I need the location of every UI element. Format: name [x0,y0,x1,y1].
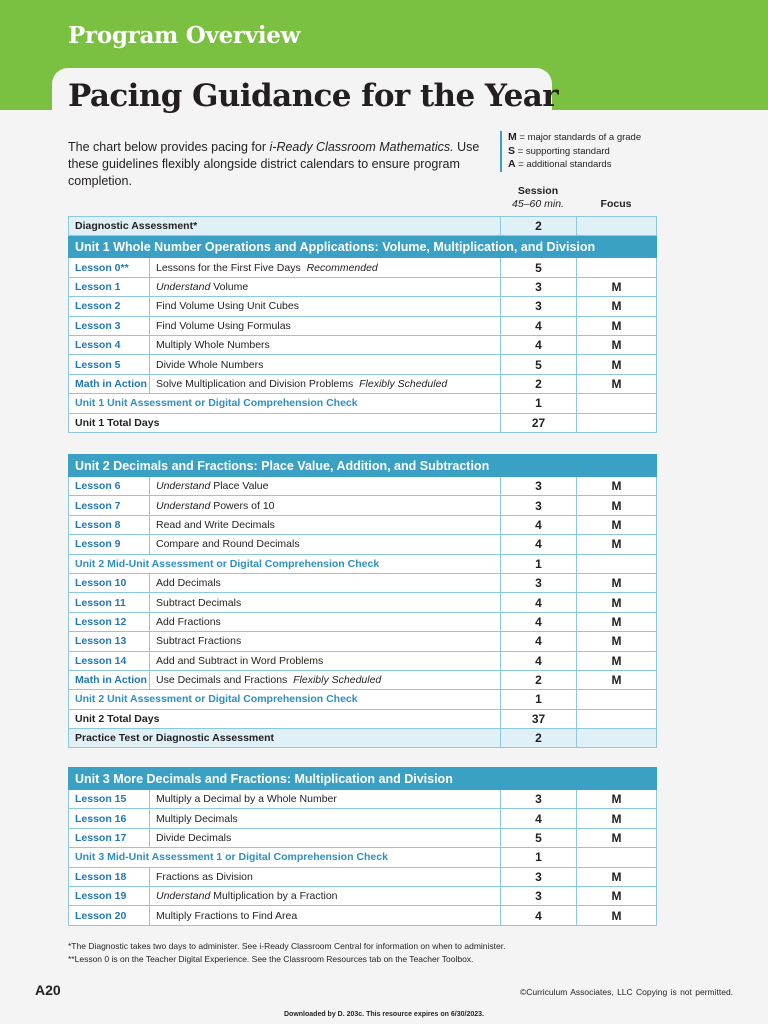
lesson-label: Lesson 16 [69,809,150,828]
unit-title: Unit 2 Decimals and Fractions: Place Value, Addition, and Subtraction [69,455,657,477]
lesson-title-text: Place Value [210,480,269,493]
total-label: Unit 1 Total Days [69,413,501,432]
focus-code: M [577,867,657,886]
lesson-title-prefix: Understand [156,280,211,293]
lesson-title [150,573,501,592]
lesson-title [150,277,501,296]
session-days: 3 [501,277,577,296]
lesson-label: Lesson 9 [69,535,150,554]
lesson-label: Lesson 1 [69,277,150,296]
focus-code: M [577,828,657,847]
lesson-label: Lesson 14 [69,651,150,670]
focus-code: M [577,355,657,374]
lesson-title [150,651,501,670]
lesson-title [150,828,501,847]
title-tab [52,68,558,128]
lesson-title [150,593,501,612]
focus-code [577,258,657,277]
lesson-title [150,258,501,277]
lesson-label: Lesson 17 [69,828,150,847]
assessment-label: Unit 2 Unit Assessment or Digital Comprehension Check [69,690,501,709]
focus-code: M [577,496,657,515]
assessment-label: Unit 3 Mid-Unit Assessment 1 or Digital Comprehension Check [69,848,501,867]
lesson-title-text: Volume [210,280,249,293]
session-days: 1 [501,690,577,709]
assessment-label: Unit 2 Mid-Unit Assessment or Digital Comprehension Check [69,554,501,573]
lesson-title [150,809,501,828]
standards-legend [500,131,641,172]
total-days: 27 [501,413,577,432]
lesson-row [69,906,657,925]
copyright-notice: ©Curriculum Associates, LLC Copying is not permitted. [520,987,734,997]
lesson-label: Lesson 11 [69,593,150,612]
lesson-title [150,335,501,354]
page-title: Pacing Guidance for the Year [68,78,558,114]
lesson-label: Lesson 10 [69,573,150,592]
focus-code: M [577,535,657,554]
total-days: 37 [501,709,577,728]
lesson-title [150,355,501,374]
focus-code [577,690,657,709]
lesson-title-text: Lessons for the First Five Days [156,261,301,274]
lesson-title [150,612,501,631]
lesson-row [69,258,657,277]
lesson-title-text: Multiply Decimals [156,812,238,825]
lesson-row [69,612,657,631]
focus-code: M [577,790,657,809]
session-days: 2 [501,374,577,393]
assessment-label: Unit 1 Unit Assessment or Digital Comprehension Check [69,394,501,413]
lesson-label: Lesson 13 [69,632,150,651]
lesson-row [69,477,657,496]
lesson-title [150,496,501,515]
lesson-row [69,515,657,534]
column-header-focus: Focus [600,198,632,210]
unit-2-table [68,454,657,748]
legend-item-additional: A = additional standards [508,158,612,170]
lesson-title-text: Subtract Decimals [156,596,242,609]
intro-text [68,139,488,190]
lesson-row [69,670,657,689]
lesson-title [150,886,501,905]
lesson-title [150,670,501,689]
focus-code: M [577,477,657,496]
lesson-row [69,316,657,335]
lesson-title-text: Read and Write Decimals [156,518,275,531]
lesson-title [150,632,501,651]
lesson-label: Lesson 0** [69,258,150,277]
session-days: 4 [501,535,577,554]
mid-unit-assessment-row [69,554,657,573]
focus-code: M [577,612,657,631]
focus-code [577,413,657,432]
focus-code: M [577,670,657,689]
lesson-label: Math in Action [69,670,150,689]
lesson-label: Lesson 6 [69,477,150,496]
session-days: 3 [501,496,577,515]
focus-code: M [577,297,657,316]
lesson-row [69,535,657,554]
lesson-title-text: Powers of 10 [210,499,275,512]
session-days: 4 [501,335,577,354]
lesson-title-text: Divide Decimals [156,831,232,844]
session-days: 5 [501,355,577,374]
focus-code: M [577,651,657,670]
mid-unit-assessment-row [69,848,657,867]
lesson-title-text: Add and Subtract in Word Problems [156,654,324,667]
diagnostic-row [69,217,657,236]
unit-total-row [69,413,657,432]
lesson-row [69,886,657,905]
session-days: 4 [501,593,577,612]
focus-code: M [577,374,657,393]
focus-code: M [577,277,657,296]
session-days: 3 [501,297,577,316]
lesson-title [150,867,501,886]
focus-code: M [577,632,657,651]
footnote-lesson-0: **Lesson 0 is on the Teacher Digital Experience. See the Classroom Resources tab on the Teacher Toolbox. [68,954,474,964]
unit-assessment-row [69,690,657,709]
lesson-title [150,515,501,534]
session-days: 5 [501,258,577,277]
lesson-label: Lesson 12 [69,612,150,631]
lesson-title-text: Subtract Fractions [156,635,242,648]
focus-code [577,217,657,236]
focus-code: M [577,906,657,925]
focus-code [577,848,657,867]
lesson-row [69,651,657,670]
unit-total-row [69,709,657,728]
focus-code: M [577,593,657,612]
page-number: A20 [35,982,61,998]
session-days: 4 [501,809,577,828]
lesson-title-text: Multiply Fractions to Find Area [156,909,298,922]
intro-before: The chart below provides pacing for [68,140,270,154]
lesson-title [150,374,501,393]
lesson-row [69,277,657,296]
lesson-title [150,535,501,554]
lesson-label: Lesson 19 [69,886,150,905]
lesson-label: Lesson 5 [69,355,150,374]
lesson-title-text: Multiplication by a Fraction [210,890,338,903]
lesson-row [69,355,657,374]
focus-code [577,729,657,748]
unit-title: Unit 3 More Decimals and Fractions: Multiplication and Division [69,768,657,790]
lesson-title-note: Flexibly Scheduled [293,674,382,687]
lesson-row [69,632,657,651]
section-kicker: Program Overview [68,22,301,49]
lesson-title-text: Use Decimals and Fractions [156,674,288,687]
unit-header-row [69,455,657,477]
lesson-title-text: Add Decimals [156,577,221,590]
lesson-title [150,906,501,925]
intro-product: i-Ready Classroom Mathematics. [269,140,454,154]
practice-test-row [69,729,657,748]
focus-code [577,554,657,573]
focus-code: M [577,515,657,534]
lesson-title-text: Solve Multiplication and Division Problems [156,377,354,390]
unit-assessment-row [69,394,657,413]
lesson-title [150,297,501,316]
session-days: 1 [501,394,577,413]
unit-3-table [68,767,657,926]
lesson-title-text: Compare and Round Decimals [156,538,300,551]
legend-item-major: M = major standards of a grade [508,131,642,143]
session-days: 1 [501,848,577,867]
session-days: 4 [501,515,577,534]
unit-1-table [68,216,657,433]
focus-code: M [577,886,657,905]
footnote-diagnostic: *The Diagnostic takes two days to administer. See i-Ready Classroom Central for information on when to administer. [68,941,506,951]
lesson-title-text: Multiply Whole Numbers [156,339,270,352]
column-header-session: Session 45–60 min. [512,185,564,210]
session-days: 4 [501,651,577,670]
session-days: 5 [501,828,577,847]
lesson-label: Lesson 20 [69,906,150,925]
lesson-row [69,867,657,886]
lesson-title-prefix: Understand [156,480,211,493]
focus-code: M [577,316,657,335]
lesson-row [69,809,657,828]
lesson-row [69,593,657,612]
lesson-label: Lesson 8 [69,515,150,534]
focus-code [577,709,657,728]
session-days: 4 [501,906,577,925]
lesson-label: Math in Action [69,374,150,393]
session-days: 2 [501,670,577,689]
session-days: 1 [501,554,577,573]
lesson-title-text: Find Volume Using Unit Cubes [156,300,299,313]
lesson-label: Lesson 18 [69,867,150,886]
session-days: 2 [501,729,577,748]
focus-code: M [577,809,657,828]
total-label: Unit 2 Total Days [69,709,501,728]
session-days: 4 [501,612,577,631]
session-days: 4 [501,316,577,335]
session-days: 2 [501,217,577,236]
lesson-title-prefix: Understand [156,890,211,903]
lesson-row [69,496,657,515]
session-days: 3 [501,790,577,809]
lesson-title [150,316,501,335]
lesson-label: Lesson 7 [69,496,150,515]
lesson-row [69,828,657,847]
practice-label: Practice Test or Diagnostic Assessment [69,729,501,748]
focus-code: M [577,573,657,592]
lesson-title-text: Divide Whole Numbers [156,358,264,371]
lesson-title-text: Fractions as Division [156,870,253,883]
lesson-title-note: Flexibly Scheduled [359,377,448,390]
lesson-title-text: Find Volume Using Formulas [156,319,291,332]
lesson-label: Lesson 15 [69,790,150,809]
focus-code [577,394,657,413]
lesson-row [69,573,657,592]
lesson-title [150,790,501,809]
lesson-title-prefix: Understand [156,499,211,512]
lesson-title [150,477,501,496]
lesson-title-note: Recommended [306,261,378,274]
focus-code: M [577,335,657,354]
lesson-row [69,335,657,354]
lesson-row [69,374,657,393]
session-days: 3 [501,886,577,905]
legend-item-supporting: S = supporting standard [508,144,610,157]
unit-header-row [69,768,657,790]
lesson-label: Lesson 2 [69,297,150,316]
lesson-title-text: Add Fractions [156,615,221,628]
session-days: 3 [501,477,577,496]
unit-header-row [69,236,657,258]
session-days: 3 [501,867,577,886]
unit-title: Unit 1 Whole Number Operations and Applications: Volume, Multiplication, and Division [69,236,657,258]
lesson-label: Lesson 3 [69,316,150,335]
intro-after: Use these guidelines flexibly alongside district calendars to ensure program completion. [68,140,480,188]
diagnostic-label: Diagnostic Assessment* [69,217,501,236]
session-days: 3 [501,573,577,592]
session-days: 4 [501,632,577,651]
lesson-title-text: Multiply a Decimal by a Whole Number [156,793,337,806]
lesson-row [69,790,657,809]
lesson-label: Lesson 4 [69,335,150,354]
lesson-row [69,297,657,316]
download-notice: Downloaded by D. 203c. This resource expires on 6/30/2023. [284,1011,484,1018]
footnotes [68,940,505,966]
